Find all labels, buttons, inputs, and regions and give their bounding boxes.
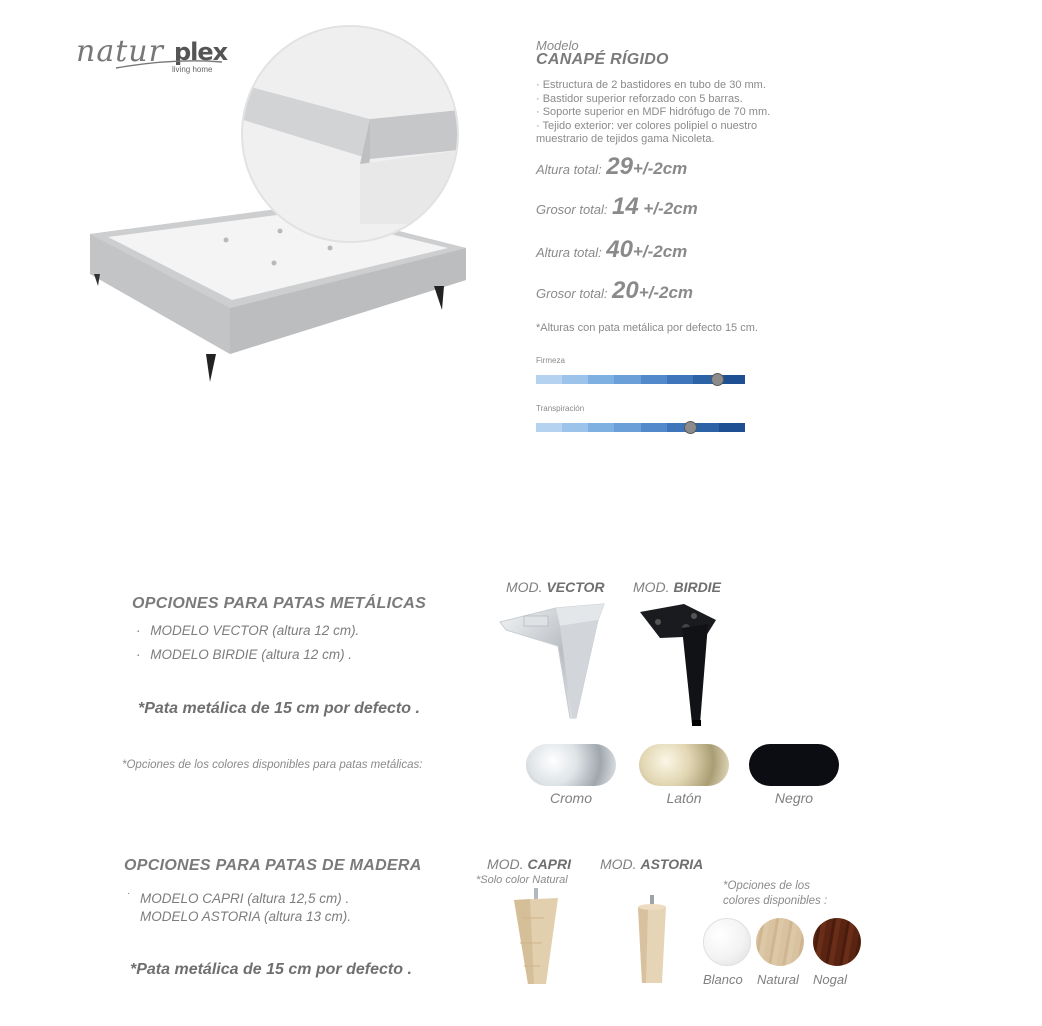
astoria-leg-image	[630, 895, 674, 987]
measure-label: Altura total:	[536, 245, 602, 260]
product-title: CANAPÉ RÍGIDO	[536, 51, 669, 68]
wood-colors-note-line1: *Opciones de los	[723, 880, 810, 892]
mod-astoria-heading: MOD. ASTORIA	[600, 856, 704, 872]
bullet: ·	[136, 623, 141, 638]
metal-option-birdie	[136, 647, 352, 662]
scale-segment	[641, 375, 667, 384]
measure-height-2	[536, 236, 687, 264]
leg-front	[206, 354, 216, 382]
vector-leg-image	[496, 600, 616, 725]
wood-default-note: *Pata metálica de 15 cm por defecto .	[130, 961, 412, 978]
scale-segment	[536, 375, 562, 384]
capri-note: *Solo color Natural	[476, 874, 568, 886]
wood-label-natural: Natural	[757, 972, 799, 987]
measure-unit: +/-2cm	[632, 242, 688, 261]
measure-value: 20	[611, 277, 639, 304]
wood-legs-title: OPCIONES PARA PATAS DE MADERA	[124, 857, 422, 874]
swatch-negro	[749, 744, 839, 786]
heights-note: *Alturas con pata metálica por defecto 15 cm.	[536, 322, 758, 334]
feature-list	[536, 79, 836, 147]
swatch-natural	[756, 918, 804, 966]
scale-segment	[614, 423, 640, 432]
measure-unit: +/-2cm	[632, 159, 688, 178]
feature-item: · Soporte superior en MDF hidrófugo de 70 mm.	[536, 106, 771, 118]
mod-name: ASTORIA	[640, 856, 704, 872]
wood-bullet: ·	[127, 888, 131, 899]
mod-name: BIRDIE	[673, 579, 721, 595]
scale-segment	[588, 375, 614, 384]
measure-label: Grosor total:	[536, 202, 608, 217]
measure-value: 29	[606, 153, 633, 180]
wood-label-nogal: Nogal	[813, 972, 847, 987]
feature-item: · Estructura de 2 bastidores en tubo de 30 mm.	[536, 79, 766, 91]
wood-option-astoria: MODELO ASTORIA (altura 13 cm).	[140, 909, 352, 924]
firmness-label: Firmeza	[536, 356, 565, 365]
logo-bold-text: plex	[174, 38, 228, 66]
breathability-label: Transpiración	[536, 404, 585, 413]
scale-segment	[614, 375, 640, 384]
wood-colors-note-line2: colores disponibles :	[723, 895, 828, 907]
birdie-leg-image	[636, 602, 726, 727]
scale-segment	[562, 423, 588, 432]
capri-leg-image	[500, 888, 570, 988]
metal-option-vector	[136, 623, 359, 638]
mod-capri-heading: MOD. CAPRI	[487, 856, 572, 872]
mod-name: VECTOR	[546, 579, 605, 595]
mod-vector-heading: MOD. VECTOR	[506, 579, 605, 595]
bullet: ·	[136, 647, 141, 662]
firmness-indicator	[711, 373, 724, 386]
detail-zoom-circle	[240, 24, 470, 242]
scale-segment	[536, 423, 562, 432]
leg-right	[434, 286, 444, 310]
wood-label-blanco: Blanco	[703, 972, 743, 987]
metal-legs-title: OPCIONES PARA PATAS METÁLICAS	[132, 595, 427, 612]
feature-item: muestrario de tejidos gama Nicoleta.	[536, 133, 715, 145]
canape-product-image	[80, 24, 480, 386]
measure-thickness-1	[536, 193, 698, 221]
swatch-label-cromo: Cromo	[549, 790, 592, 806]
measure-height-1	[536, 153, 687, 181]
option-text: MODELO BIRDIE (altura 12 cm) .	[150, 647, 353, 662]
scale-bar	[536, 423, 745, 432]
metal-colors-note: *Opciones de los colores disponibles para patas metálicas:	[122, 759, 423, 771]
scale-segment	[588, 423, 614, 432]
leg-left	[94, 274, 100, 286]
scale-segment	[562, 375, 588, 384]
mod-birdie-heading: MOD. BIRDIE	[633, 579, 721, 595]
swatch-blanco	[703, 918, 751, 966]
swatch-cromo	[526, 744, 616, 786]
feature-item: · Bastidor superior reforzado con 5 barras.	[536, 92, 743, 105]
measure-value: 40	[606, 236, 633, 263]
scale-segment	[667, 375, 693, 384]
scale-segment	[641, 423, 667, 432]
breathability-indicator	[684, 421, 697, 434]
measure-unit: +/-2cm	[638, 199, 698, 218]
option-text: MODELO VECTOR (altura 12 cm).	[150, 623, 360, 638]
mod-name: CAPRI	[527, 856, 572, 872]
swatch-nogal	[813, 918, 861, 966]
measure-unit: +/-2cm	[638, 283, 694, 302]
swatch-label-laton: Latón	[666, 790, 702, 806]
feature-item: · Tejido exterior: ver colores polipiel o nuestro	[536, 119, 758, 132]
measure-label: Altura total:	[536, 162, 602, 177]
canape-base	[90, 206, 466, 382]
scale-segment	[719, 423, 745, 432]
metal-default-note: *Pata metálica de 15 cm por defecto .	[138, 700, 420, 717]
measure-value: 14	[611, 193, 639, 220]
swatch-label-negro: Negro	[774, 790, 814, 806]
firmness-scale	[536, 375, 745, 384]
measure-thickness-2	[536, 277, 693, 305]
swatch-laton	[639, 744, 729, 786]
measure-label: Grosor total:	[536, 286, 608, 301]
logo-tagline: living home	[172, 65, 213, 74]
breathability-scale	[536, 423, 745, 432]
modelo-label: Modelo	[536, 38, 579, 53]
logo-script-text: natur	[76, 34, 164, 69]
wood-option-capri: MODELO CAPRI (altura 12,5 cm) .	[140, 891, 350, 906]
